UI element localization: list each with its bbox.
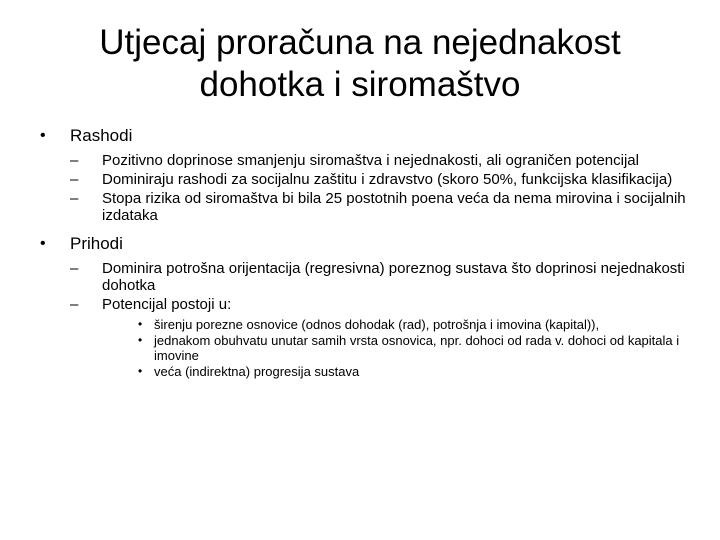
sub-sub-list: [102, 317, 700, 379]
section-heading: Rashodi: [70, 126, 133, 145]
dash-icon: –: [70, 152, 79, 169]
list-item: [102, 317, 700, 332]
list-item: [70, 171, 700, 188]
list-item-text: Dominiraju rashodi za socijalnu zaštitu i zdravstvo (skoro 50%, funkcijska klasifikacija): [102, 171, 673, 188]
sub-list: [70, 260, 700, 379]
list-item-text: širenju porezne osnovice (odnos dohodak (rad), potrošnja i imovina (kapital)),: [154, 317, 600, 332]
bullet-icon: •: [138, 364, 143, 378]
list-item: [102, 364, 700, 379]
dash-icon: –: [70, 171, 79, 188]
section-heading: Prihodi: [70, 234, 123, 253]
title-line-1: Utjecaj proračuna na nejednakost: [99, 23, 621, 62]
bullet-icon: •: [40, 127, 46, 144]
dash-icon: –: [70, 296, 79, 313]
list-item-text: jednakom obuhvatu unutar samih vrsta osnovica, npr. dohoci od rada v. dohoci od kapitala i imovine: [154, 333, 680, 363]
bullet-icon: •: [138, 333, 143, 347]
bullet-icon: •: [138, 317, 143, 331]
list-item: [70, 190, 700, 224]
list-item-text: Pozitivno doprinose smanjenju siromaštva i nejednakosti, ali ograničen potencijal: [102, 152, 639, 169]
dash-icon: –: [70, 190, 79, 207]
sub-list: [70, 152, 700, 224]
bullet-list: [30, 124, 700, 379]
slide-content: [30, 124, 700, 387]
slide-title: [40, 22, 680, 106]
list-item-text: Stopa rizika od siromaštva bi bila 25 postotnih poena veća da nema mirovina i socijalnih izdataka: [102, 190, 686, 224]
list-item: [70, 296, 700, 379]
list-item: [70, 260, 700, 294]
list-item-text: Potencijal postoji u:: [102, 296, 232, 313]
list-item-text: veća (indirektna) progresija sustava: [154, 364, 360, 379]
dash-icon: –: [70, 260, 79, 277]
title-line-2: dohotka i siromaštvo: [199, 65, 521, 104]
section-prihodi: [30, 232, 700, 379]
list-item: [70, 152, 700, 169]
list-item-text: Dominira potrošna orijentacija (regresivna) poreznog sustava što doprinosi nejednakosti dohotka: [102, 260, 685, 294]
bullet-icon: •: [40, 235, 46, 252]
list-item: [102, 333, 700, 363]
section-rashodi: [30, 124, 700, 224]
